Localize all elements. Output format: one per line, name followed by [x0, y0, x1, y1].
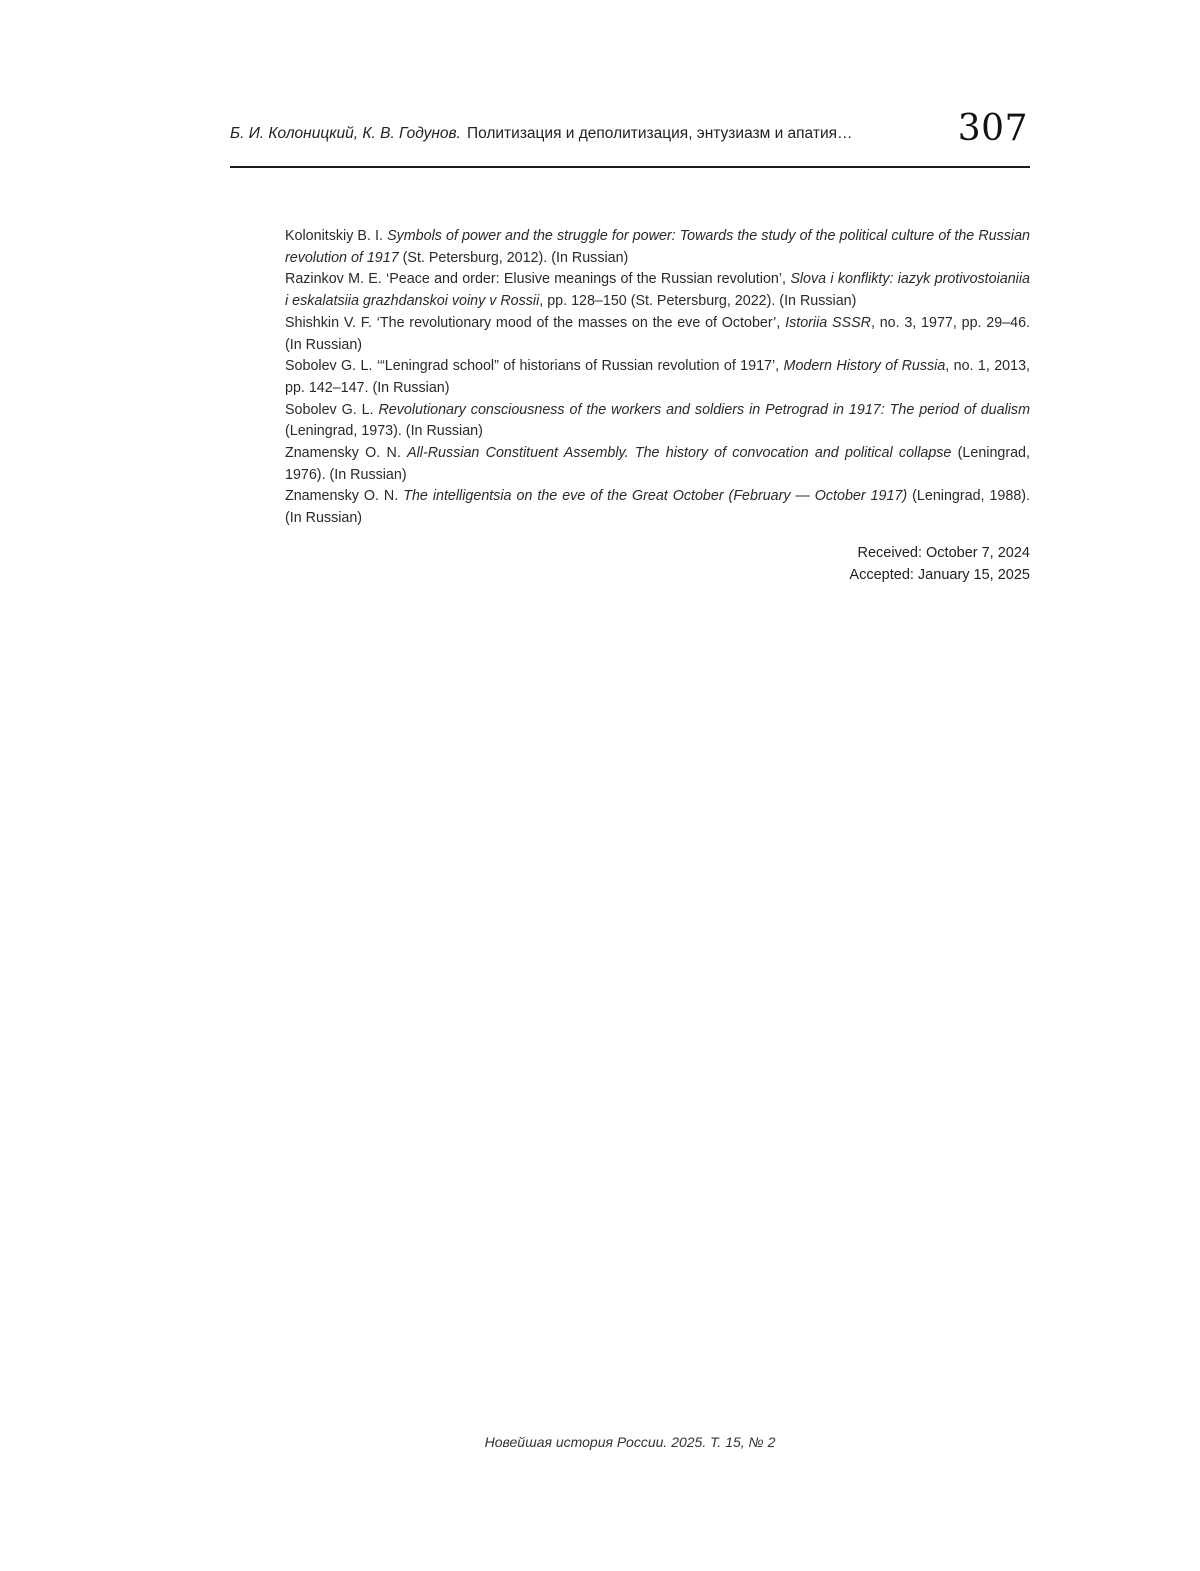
- running-header: [230, 104, 1030, 152]
- reference-authors: Sobolev G. L. ‘“Leningrad school” of historians of Russian revolution of 1917’,: [285, 358, 784, 375]
- reference-title: Slova i konflikty: iazyk protivostoianiia i eskalatsiia grazhdanskoi voiny v Rossii: [285, 271, 1030, 310]
- reference-entry: [285, 443, 1030, 486]
- reference-entry: [285, 356, 1030, 399]
- reference-title: Symbols of power and the struggle for power: Towards the study of the political culture of the Russian revolution of 1917: [285, 228, 1030, 266]
- running-footer: Новейшая история России. 2025. Т. 15, № 2: [484, 1434, 776, 1450]
- reference-entry: [285, 400, 1030, 443]
- reference-details: (St. Petersburg, 2012). (In Russian): [398, 249, 629, 266]
- header-divider: [230, 166, 1030, 168]
- header-authors: Б. И. Колоницкий, К. В. Годунов.: [230, 125, 461, 142]
- accepted-date: Accepted: January 15, 2025: [849, 567, 1030, 583]
- header-article-title: Политизация и деполитизация, энтузиазм и апатия…: [466, 125, 853, 142]
- reference-title: Modern History of Russia: [783, 358, 946, 375]
- reference-title: The intelligentsia on the eve of the Great October (February — October 1917): [403, 488, 908, 505]
- reference-authors: Znamensky O. N.: [285, 488, 404, 505]
- reference-authors: Znamensky O. N.: [285, 445, 408, 462]
- reference-details: (Leningrad, 1976). (In Russian): [285, 445, 1030, 483]
- reference-authors: Shishkin V. F. ‘The revolutionary mood of the masses on the eve of October’,: [285, 314, 786, 331]
- page-number: 307: [957, 108, 1028, 149]
- reference-list: [285, 226, 1030, 530]
- reference-authors: Kolonitskiy B. I.: [285, 228, 388, 244]
- reference-entry: [285, 226, 1030, 269]
- reference-title: All-Russian Constituent Assembly. The history of convocation and political collapse: [407, 445, 952, 462]
- submission-dates: [849, 542, 1030, 586]
- reference-authors: Sobolev G. L.: [285, 401, 379, 418]
- reference-authors: Razinkov M. E. ‘Peace and order: Elusive meanings of the Russian revolution’,: [285, 271, 791, 288]
- reference-details: (Leningrad, 1988). (In Russian): [285, 488, 1031, 527]
- reference-entry: [285, 313, 1030, 356]
- reference-title: Istoriia SSSR: [785, 314, 871, 331]
- reference-details: , no. 1, 2013, pp. 142–147. (In Russian): [285, 358, 1030, 396]
- reference-details: (Leningrad, 1973). (In Russian): [285, 423, 483, 440]
- reference-entry: [285, 269, 1030, 312]
- reference-entry: [285, 486, 1030, 529]
- reference-title: Revolutionary consciousness of the workers and soldiers in Petrograd in 1917: The period of dualism: [378, 401, 1030, 418]
- running-header-text: [230, 125, 853, 143]
- reference-details: , no. 3, 1977, pp. 29–46. (In Russian): [285, 314, 1031, 353]
- received-date: Received: October 7, 2024: [857, 545, 1030, 561]
- reference-details: , pp. 128–150 (St. Petersburg, 2022). (In Russian): [539, 293, 857, 310]
